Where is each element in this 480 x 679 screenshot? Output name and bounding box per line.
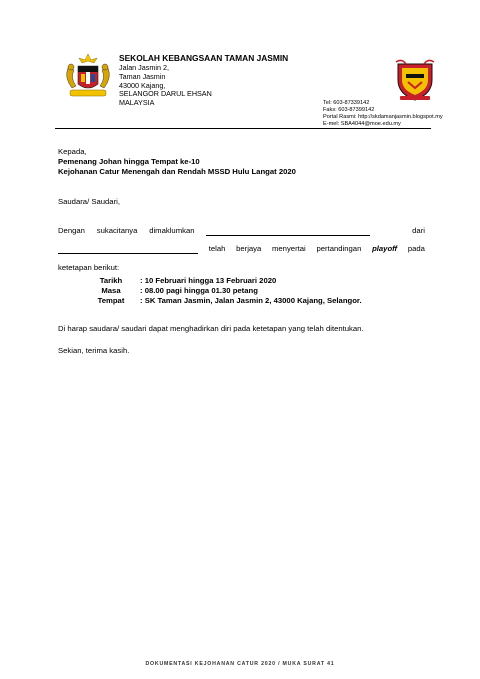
address-line: 43000 Kajang, xyxy=(119,80,166,90)
recipient-line-2: Kejohanan Catur Menengah dan Rendah MSSD Hulu Langat 2020 xyxy=(58,167,296,176)
main-paragraph xyxy=(58,226,425,273)
event-details xyxy=(84,276,362,306)
detail-value: : 10 Februari hingga 13 Februari 2020 xyxy=(140,276,277,285)
school-crest-icon xyxy=(394,58,436,102)
word: menyertai xyxy=(272,244,306,253)
school-blank-line xyxy=(58,245,198,254)
greeting: Saudara/ Saudari, xyxy=(58,197,120,206)
sign-off: Sekian, terima kasih. xyxy=(58,346,130,355)
recipient-block xyxy=(58,147,425,177)
contact-fax: Faks: 603-87399142 xyxy=(323,107,375,113)
word: berjaya xyxy=(236,244,262,253)
detail-row-time xyxy=(84,286,362,296)
recipient-kepada: Kepada, xyxy=(58,147,87,156)
contact-phone: Tel: 603-87339142 xyxy=(323,100,370,106)
contact-block xyxy=(323,100,443,128)
address-line: Taman Jasmin xyxy=(119,71,166,81)
school-name: SEKOLAH KEBANGSAAN TAMAN JASMIN xyxy=(119,53,289,63)
closing-paragraph: Di harap saudara/ saudari dapat menghadirkan diri pada ketetapan yang telah ditentukan. xyxy=(58,324,364,333)
word: telah xyxy=(208,244,226,253)
page-footer: DOKUMENTASI KEJOHANAN CATUR 2020 / MUKA SURAT 41 xyxy=(145,661,335,667)
detail-label: Tarikh xyxy=(99,276,123,285)
contact-email[interactable]: E-mel: SBA4044@moe.edu.my xyxy=(323,121,401,127)
detail-label: Masa xyxy=(101,286,121,295)
recipient-line-1: Pemenang Johan hingga Tempat ke-10 xyxy=(58,157,200,166)
detail-row-venue xyxy=(84,296,362,306)
word: pada xyxy=(407,244,425,253)
playoff-word: playoff xyxy=(372,244,398,253)
detail-value: : SK Taman Jasmin, Jalan Jasmin 2, 43000 Kajang, Selangor. xyxy=(140,296,362,305)
word: sukacitanya xyxy=(96,226,138,235)
coat-of-arms-icon xyxy=(60,52,116,100)
detail-row-date xyxy=(84,276,362,286)
paragraph-line-1 xyxy=(58,226,425,236)
name-blank-line xyxy=(206,227,370,236)
header-divider xyxy=(55,128,431,129)
address-line: Jalan Jasmin 2, xyxy=(119,63,169,72)
word: pertandingan xyxy=(316,244,362,253)
word: Dengan xyxy=(58,226,85,235)
paragraph-line-2 xyxy=(58,244,425,254)
detail-label: Tempat xyxy=(97,296,125,305)
detail-value: : 08.00 pagi hingga 01.30 petang xyxy=(140,286,258,295)
address-line: SELANGOR DARUL EHSAN xyxy=(119,89,212,99)
address-line: MALAYSIA xyxy=(119,98,155,108)
word: dari xyxy=(412,226,425,235)
contact-portal[interactable]: Portal Rasmi: http://skdamanjasmin.blogspot.my xyxy=(323,114,443,120)
word: dimaklumkan xyxy=(149,226,195,235)
paragraph-line-3: ketetapan berikut: xyxy=(58,263,120,272)
school-address-block xyxy=(119,53,288,108)
